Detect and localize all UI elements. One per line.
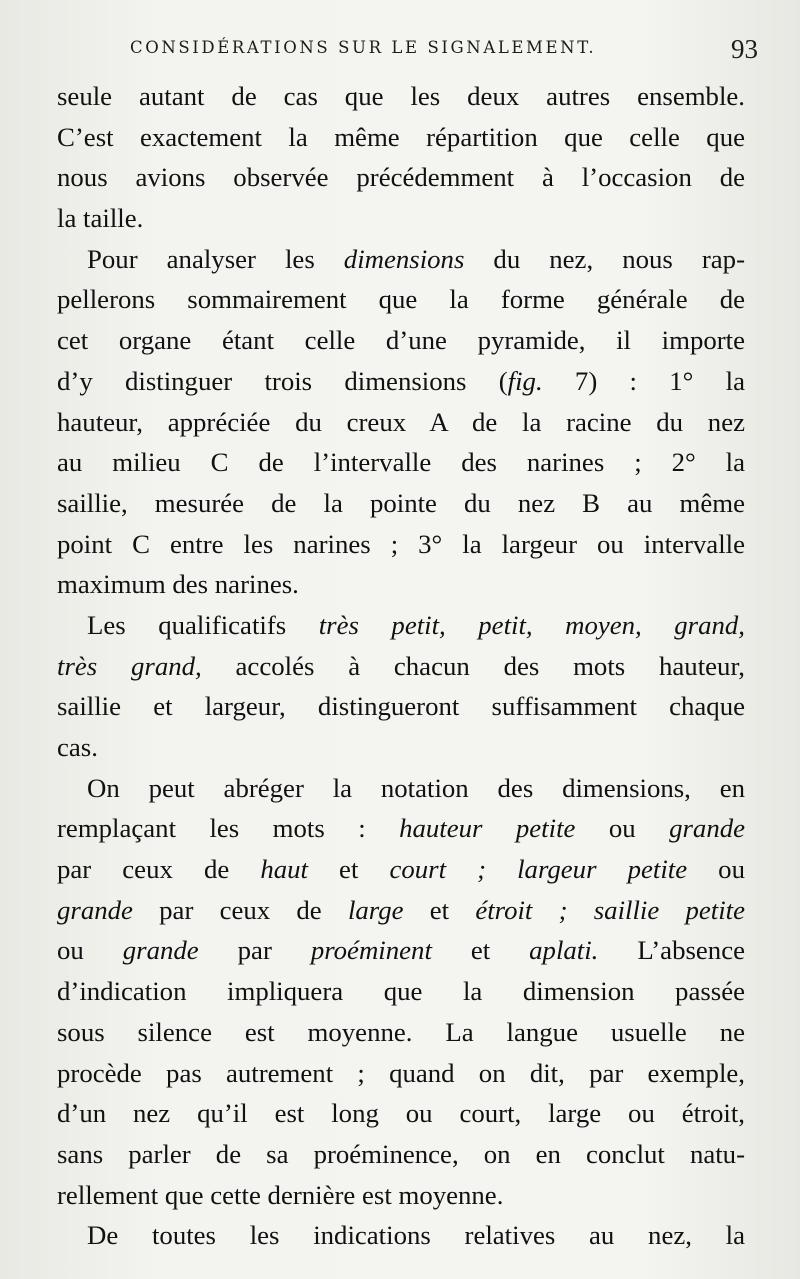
text-line: Pour analyser les dimensions du nez, nous rap- [87, 243, 745, 274]
italic-term: hauteur petite [399, 813, 576, 844]
text-line: la taille. [57, 203, 144, 234]
text-line: ou grande par proéminent et aplati. L’absence [57, 935, 745, 966]
text-line: rellement que cette dernière est moyenne. [57, 1179, 504, 1210]
italic-term: grande [122, 935, 199, 966]
text-line: De toutes les indications relatives au nez, la [87, 1220, 745, 1251]
italic-term: grande [669, 813, 745, 844]
text-line: On peut abréger la notation des dimensions, en [87, 772, 745, 803]
italic-term: dimensions [343, 243, 465, 274]
italic-term: très petit, petit, moyen, grand, [318, 609, 745, 640]
body-text [57, 76, 745, 1256]
text-line: procède pas autrement ; quand on dit, par exemple, [57, 1057, 745, 1088]
running-title: CONSIDÉRATIONS SUR LE SIGNALEMENT. [130, 38, 597, 57]
running-head [56, 32, 770, 72]
text-line: pellerons sommairement que la forme générale de [57, 284, 745, 315]
italic-term: aplati. [529, 935, 599, 966]
text-line: C’est exactement la même répartition que celle que [57, 121, 745, 152]
text-line: grande par ceux de large et étroit ; saillie petite [57, 894, 745, 925]
italic-term: proéminent [310, 935, 432, 966]
text-line: très grand, accolés à chacun des mots hauteur, [57, 650, 745, 681]
text-line: hauteur, appréciée du creux A de la racine du nez [57, 406, 745, 437]
text-line: saillie, mesurée de la pointe du nez B au même [57, 487, 745, 518]
text-line: d’y distinguer trois dimensions (fig. 7) : 1° la [57, 365, 745, 396]
text-line: cas. [57, 732, 98, 762]
text-line: par ceux de haut et court ; largeur petite ou [57, 854, 745, 885]
italic-term: court ; largeur petite [389, 854, 688, 885]
page-number: 93 [731, 34, 758, 64]
italic-term: étroit ; saillie petite [475, 894, 745, 925]
text-line: au milieu C de l’intervalle des narines ; 2° la [57, 447, 745, 478]
italic-term: grande [57, 894, 133, 925]
italic-term: très grand, [57, 650, 202, 681]
text-line: d’indication impliquera que la dimension passée [57, 976, 745, 1007]
italic-term: haut [260, 854, 308, 885]
text-line: maximum des narines. [57, 569, 299, 600]
text-line: sous silence est moyenne. La langue usuelle ne [57, 1016, 745, 1047]
text-line: nous avions observée précédemment à l’occasion de [57, 162, 745, 193]
text-line: point C entre les narines ; 3° la largeur ou intervalle [57, 528, 745, 559]
italic-term: fig. [507, 365, 543, 396]
text-line: sans parler de sa proéminence, on en conclut natu- [57, 1138, 745, 1169]
text-line: d’un nez qu’il est long ou court, large ou étroit, [57, 1098, 745, 1129]
text-line: saillie et largeur, distingueront suffisamment chaque [57, 691, 745, 722]
text-line: Les qualificatifs très petit, petit, moyen, grand, [87, 609, 745, 640]
text-line: remplaçant les mots : hauteur petite ou grande [57, 813, 745, 844]
text-line: cet organe étant celle d’une pyramide, il importe [57, 325, 745, 356]
italic-term: large [347, 894, 404, 925]
text-line: seule autant de cas que les deux autres ensemble. [57, 81, 745, 111]
